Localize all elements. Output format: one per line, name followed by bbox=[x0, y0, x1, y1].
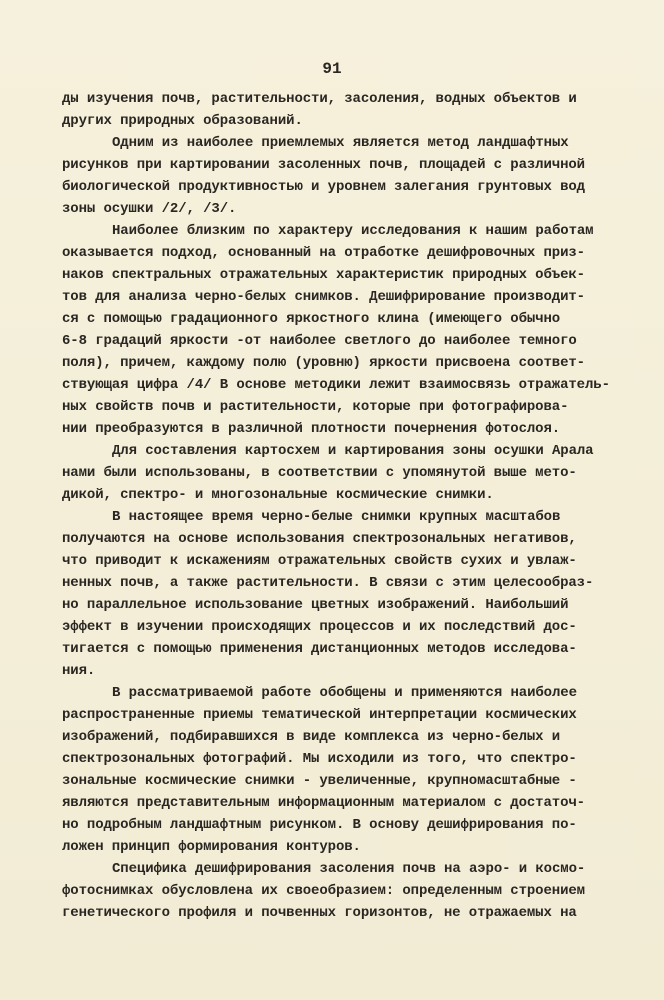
body-text bbox=[62, 88, 622, 924]
text-line: ненных почв, а также растительности. В связи с этим целесообраз- bbox=[62, 575, 594, 591]
text-line: ложен принцип формирования контуров. bbox=[62, 839, 361, 855]
text-line: получаются на основе использования спектрозональных негативов, bbox=[62, 531, 577, 547]
text-line: генетического профиля и почвенных горизонтов, не отражаемых на bbox=[62, 905, 577, 921]
text-line: ных свойств почв и растительности, которые при фотографирова- bbox=[62, 399, 569, 415]
text-line: наков спектральных отражательных характеристик природных объек- bbox=[62, 267, 585, 283]
text-line: оказывается подход, основанный на отработке дешифровочных приз- bbox=[62, 245, 585, 261]
text-line: нами были использованы, в соответствии с упомянутой выше мето- bbox=[62, 465, 577, 481]
page-number: 91 bbox=[322, 60, 342, 78]
text-line: но параллельное использование цветных изображений. Наибольший bbox=[62, 597, 569, 613]
text-line: нии преобразуются в различной плотности почернения фотослоя. bbox=[62, 421, 561, 437]
text-line: Одним из наиболее приемлемых является метод ландшафтных bbox=[112, 135, 569, 151]
text-line: В рассматриваемой работе обобщены и применяются наиболее bbox=[112, 685, 577, 701]
text-line: что приводит к искажениям отражательных свойств сухих и увлаж- bbox=[62, 553, 577, 569]
text-line: ды изучения почв, растительности, засоления, водных объектов и bbox=[62, 91, 577, 107]
text-line: других природных образований. bbox=[62, 113, 303, 129]
text-line: Наиболее близким по характеру исследования к нашим работам bbox=[112, 223, 594, 239]
text-line: тигается с помощью применения дистанционных методов исследова- bbox=[62, 641, 577, 657]
text-line: рисунков при картировании засоленных почв, площадей с различной bbox=[62, 157, 585, 173]
text-line: зоны осушки /2/, /3/. bbox=[62, 201, 237, 217]
text-line: 6-8 градаций яркости -от наиболее светлого до наиболее темного bbox=[62, 333, 577, 349]
text-line: спектрозональных фотографий. Мы исходили из того, что спектро- bbox=[62, 751, 577, 767]
text-line: ния. bbox=[62, 663, 96, 679]
text-line: ся с помощью градационного яркостного клина (имеющего обычно bbox=[62, 311, 561, 327]
text-line: Для составления картосхем и картирования зоны осушки Арала bbox=[112, 443, 594, 459]
text-line: являются представительным информационным материалом с достаточ- bbox=[62, 795, 585, 811]
text-line: поля), причем, каждому полю (уровню) яркости присвоена соответ- bbox=[62, 355, 585, 371]
text-line: изображений, подбиравшихся в виде комплекса из черно-белых и bbox=[62, 729, 561, 745]
text-line: но подробным ландшафтным рисунком. В основу дешифрирования по- bbox=[62, 817, 577, 833]
text-line: дикой, спектро- и многозональные космические снимки. bbox=[62, 487, 494, 503]
text-line: тов для анализа черно-белых снимков. Дешифрирование производит- bbox=[62, 289, 585, 305]
text-line: распространенные приемы тематической интерпретации космических bbox=[62, 707, 577, 723]
text-line: Специфика дешифрирования засоления почв на аэро- и космо- bbox=[112, 861, 586, 877]
text-line: эффект в изучении происходящих процессов и их последствий дос- bbox=[62, 619, 577, 635]
text-line: биологической продуктивностью и уровнем залегания грунтовых вод bbox=[62, 179, 585, 195]
text-line: ствующая цифра /4/ В основе методики лежит взаимосвязь отражатель- bbox=[62, 377, 610, 393]
text-line: В настоящее время черно-белые снимки крупных масштабов bbox=[112, 509, 561, 525]
text-line: зональные космические снимки - увеличенные, крупномасштабные - bbox=[62, 773, 577, 789]
text-line: фотоснимках обусловлена их своеобразием: определенным строением bbox=[62, 883, 585, 899]
